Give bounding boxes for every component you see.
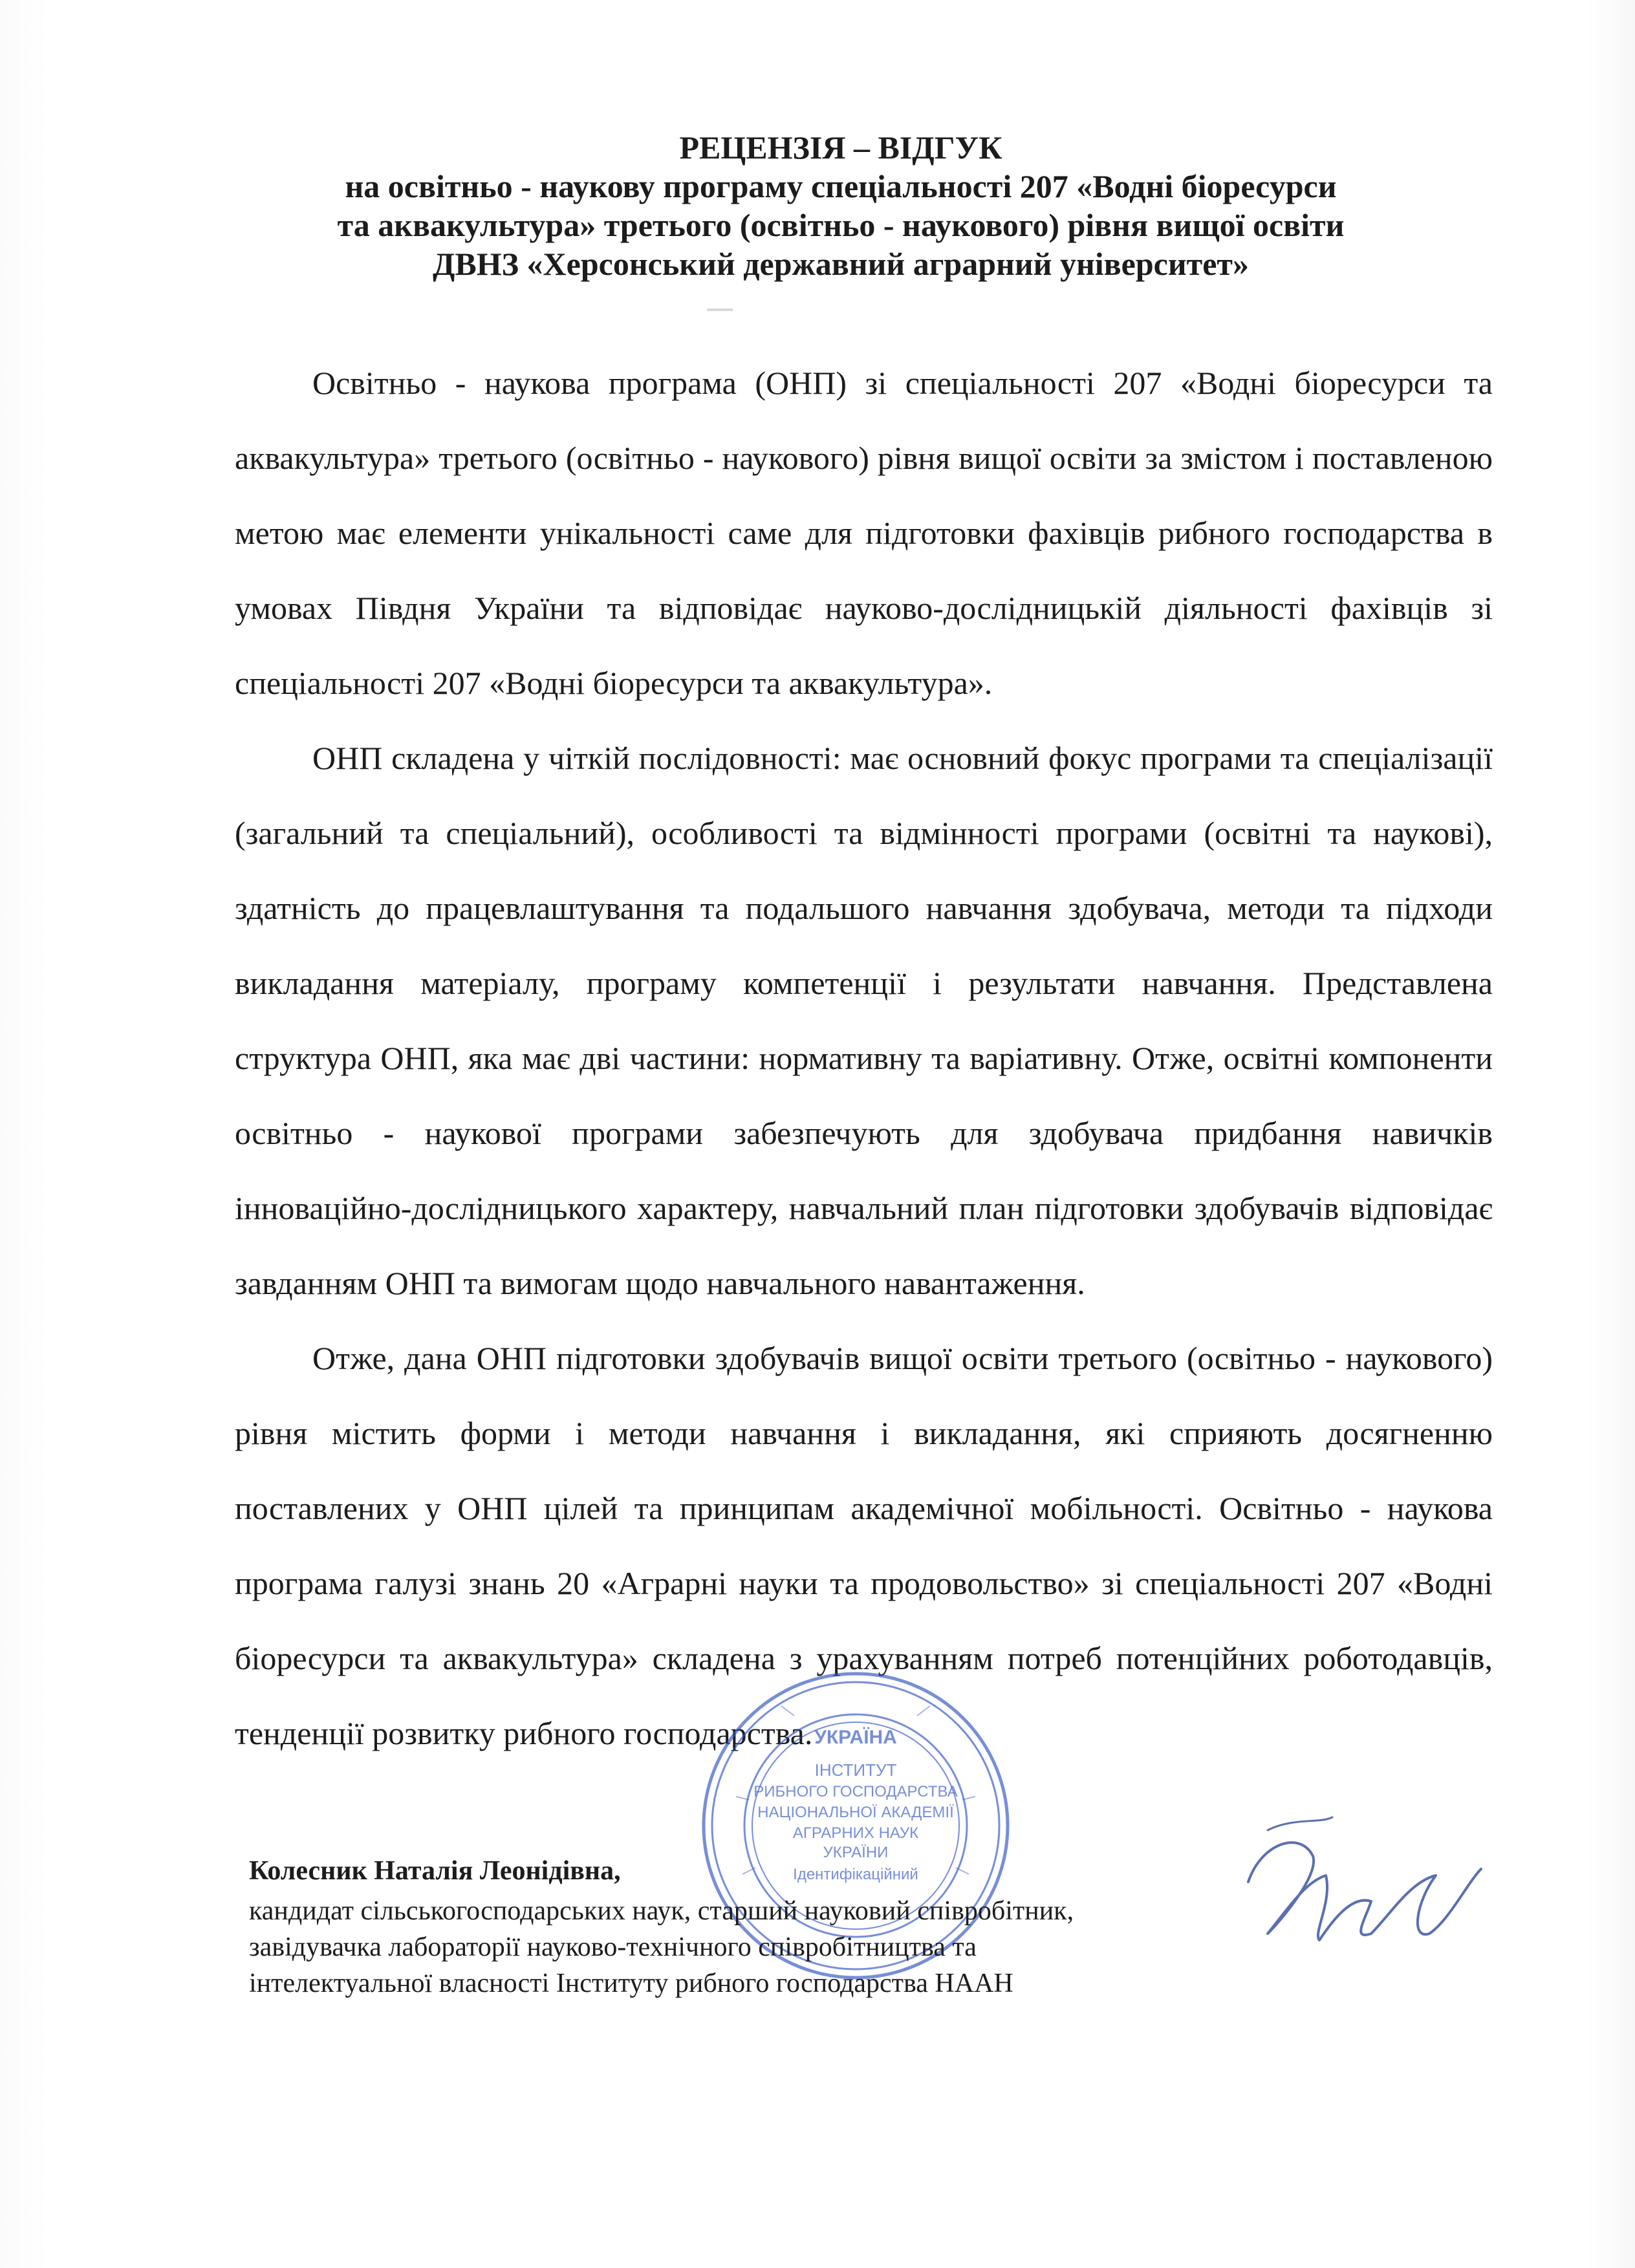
paragraph-3: Отже, дана ОНП підготовки здобувачів вищої освіти третього (освітньо - наукового) рівня містить форми і методи навчання і викладання, які сприяють досягненню поставлених у ОНП цілей та принципам академічної мобільності. Освітньо - наукова програма галузі знань 20 «Аграрні науки та продовольство» зі спеціальності 207 «Водні біоресурси та аквакультура» складена з урахуванням потреб потенційних роботодавців, тенденції розвитку рибного господарства. [235, 1340, 1493, 1751]
document-body [235, 345, 1493, 1771]
stamp-line-4: АГРАРНИХ НАУК [792, 1824, 919, 1842]
title-line-4: ДВНЗ «Херсонський державний аграрний університет» [433, 246, 1249, 282]
stamp-country: УКРАЇНА [814, 1727, 897, 1748]
document-title [213, 128, 1468, 283]
stamp-line-5: УКРАЇНИ [823, 1844, 889, 1861]
signer-name: Колесник Наталія Леонідівна, [249, 1856, 621, 1886]
paragraph-1: Освітньо - наукова програма (ОНП) зі спеціальності 207 «Водні біоресурси та аквакультура» третього (освітньо - наукового) рівня вищої освіти за змістом і поставленою метою має елементи унікальності саме для підготовки фахівців рибного господарства в умовах Півдня України та відповідає науково-дослідницькій діяльності фахівців зі спеціальності 207 «Водні біоресурси та аквакультура». [235, 365, 1493, 701]
title-line-3: та аквакультура» третього (освітньо - наукового) рівня вищої освіти [337, 207, 1345, 243]
signer-block [249, 1853, 1154, 2002]
paragraph-2: ОНП складена у чіткій послідовності: має основний фокус програми та спеціалізації (загальний та спеціальний), особливості та відмінності програми (освітні та наукові), здатність до працевлаштування та подальшого навчання здобувача, методи та підходи викладання матеріалу, програму компетенції і результати навчання. Представлена структура ОНП, яка має дві частини: нормативну та варіативну. Отже, освітні компоненти освітньо - наукової програми забезпечують для здобувача придбання навичків інноваційно-дослідницького характеру, навчальний план підготовки здобувачів відповідає завданням ОНП та вимогам щодо навчального навантаження. [235, 740, 1493, 1301]
stamp-line-3: НАЦІОНАЛЬНОЇ АКАДЕМІЇ [757, 1804, 954, 1821]
scan-artifact [707, 308, 733, 311]
title-line-1: РЕЦЕНЗІЯ – ВІДГУК [679, 129, 1002, 166]
title-line-2: на освітньо - наукову програму спеціальності 207 «Водні біоресурси [345, 168, 1337, 204]
stamp-line-6: Ідентифікаційний [793, 1866, 918, 1883]
stamp-line-1: ІНСТИТУТ [814, 1760, 897, 1780]
handwritten-signature [1222, 1804, 1494, 1966]
stamp-line-2: РИБНОГО ГОСПОДАРСТВА [753, 1783, 958, 1800]
signer-position: кандидат сільськогосподарських наук, старший науковий співробітник, завідувачка лабораторії науково-технічного співробітництва та інтелектуальної власності Інституту рибного господарства НААН [249, 1896, 1074, 1998]
